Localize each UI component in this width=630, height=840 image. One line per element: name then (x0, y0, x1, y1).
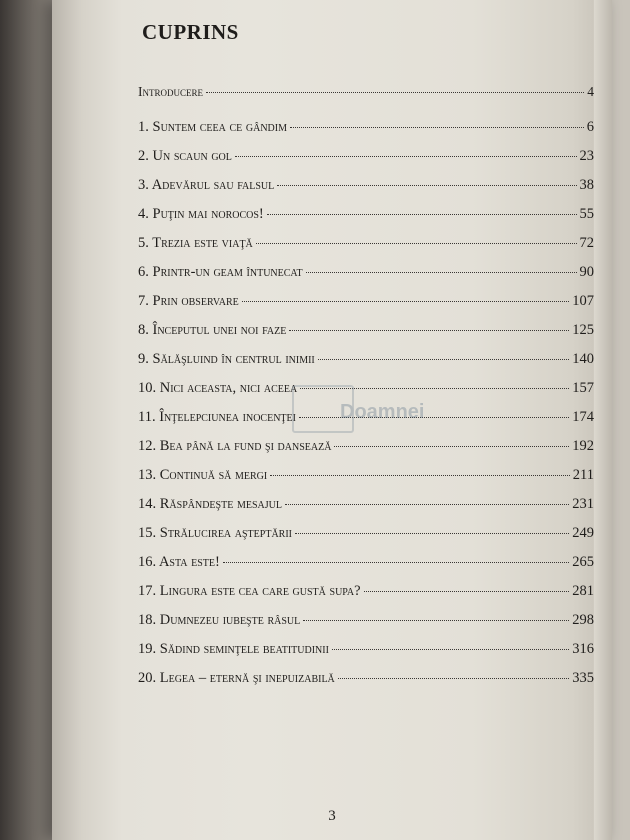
dot-leader (256, 243, 577, 244)
toc-entry-label: 20. Legea – eternă şi inepuizabilă (138, 670, 335, 686)
toc-entry (138, 293, 594, 322)
toc-entry (138, 496, 594, 525)
toc-entry (138, 119, 594, 148)
toc-entry (138, 409, 594, 438)
toc-entry (138, 554, 594, 583)
toc-entry-page: 298 (572, 612, 594, 628)
dot-leader (290, 127, 584, 128)
toc-title: CUPRINS (142, 20, 239, 44)
toc-entry (138, 525, 594, 554)
toc-entry (138, 177, 594, 206)
book-page (52, 0, 612, 840)
toc-entry-label: 7. Prin observare (138, 293, 239, 309)
toc-entry-page: 140 (572, 351, 594, 367)
toc-entry-page: 125 (572, 322, 594, 338)
toc-entry-label: 10. Nici aceasta, nici aceea (138, 380, 298, 396)
dot-leader (364, 591, 570, 592)
toc-entry (138, 351, 594, 380)
toc-entry-page: 107 (572, 293, 594, 309)
toc-entry (138, 380, 594, 409)
toc-entry (138, 235, 594, 264)
toc-entry-label: 1. Suntem ceea ce gândim (138, 119, 287, 135)
toc-entry-page: 192 (572, 438, 594, 454)
toc-entry-label: 6. Printr-un geam întunecat (138, 264, 303, 280)
toc-entry (138, 612, 594, 641)
toc-entry (138, 583, 594, 612)
toc-entry-label: 9. Sălăşluind în centrul inimii (138, 351, 315, 367)
toc-entry-page: 90 (579, 264, 594, 280)
dot-leader (332, 649, 569, 650)
dot-leader (334, 446, 569, 447)
dot-leader (299, 417, 569, 418)
toc-entry-label: 12. Bea până la fund şi dansează (138, 438, 332, 454)
toc-entry (138, 467, 594, 496)
dot-leader (206, 92, 584, 93)
dot-leader (295, 533, 569, 534)
toc-list (138, 84, 594, 699)
toc-entry-label: 16. Asta este! (138, 554, 220, 570)
toc-entry-label: 2. Un scaun gol (138, 148, 232, 164)
toc-entry-page: 265 (572, 554, 594, 570)
toc-entry (138, 438, 594, 467)
dot-leader (285, 504, 569, 505)
toc-entry-page: 72 (579, 235, 594, 251)
watermark-text: Doamnei (340, 401, 425, 423)
toc-entry-label: 15. Strălucirea aşteptării (138, 525, 292, 541)
toc-entry (138, 322, 594, 351)
toc-entry-page: 4 (587, 84, 594, 99)
toc-entry-page: 38 (579, 177, 594, 193)
toc-entry-label: 13. Continuă să mergi (138, 467, 268, 483)
dot-leader (303, 620, 569, 621)
toc-entry-label: 14. Răspândeşte mesajul (138, 496, 282, 512)
toc-entry-label: 5. Trezia este viaţă (138, 235, 253, 251)
toc-entry-label: 18. Dumnezeu iubeşte râsul (138, 612, 301, 628)
toc-entry-label: 11. Înţelepciunea inocenţei (138, 409, 296, 425)
toc-entry-label: 19. Sădind seminţele beatitudinii (138, 641, 329, 657)
toc-entry (138, 84, 594, 119)
toc-entry-label: 8. Începutul unei noi faze (138, 322, 287, 338)
dot-leader (277, 185, 576, 186)
toc-entry-page: 157 (572, 380, 594, 396)
page-edge (593, 0, 612, 840)
toc-entry-page: 335 (572, 670, 594, 686)
dot-leader (306, 272, 577, 273)
dot-leader (318, 359, 570, 360)
dot-leader (242, 301, 569, 302)
toc-entry-page: 174 (572, 409, 594, 425)
toc-entry-page: 281 (572, 583, 594, 599)
toc-entry-page: 231 (572, 496, 594, 512)
toc-entry (138, 148, 594, 177)
toc-entry-page: 211 (572, 467, 594, 483)
toc-entry-label: 4. Puţin mai norocos! (138, 206, 264, 222)
toc-entry-label: 3. Adevărul sau falsul (138, 177, 275, 193)
toc-entry-label: Introducere (138, 84, 203, 99)
dot-leader (223, 562, 569, 563)
page-number: 3 (328, 808, 336, 824)
toc-entry (138, 670, 594, 699)
toc-entry (138, 264, 594, 293)
dot-leader (338, 678, 569, 679)
toc-entry (138, 206, 594, 235)
dot-leader (300, 388, 569, 389)
dot-leader (289, 330, 569, 331)
dot-leader (267, 214, 577, 215)
dot-leader (235, 156, 577, 157)
toc-entry-label: 17. Lingura este cea care gustă supa? (138, 583, 361, 599)
toc-entry-page: 23 (579, 148, 594, 164)
toc-entry-page: 55 (579, 206, 594, 222)
dot-leader (270, 475, 570, 476)
toc-entry-page: 6 (586, 119, 594, 135)
toc-entry-page: 316 (572, 641, 594, 657)
toc-entry-page: 249 (572, 525, 594, 541)
toc-entry (138, 641, 594, 670)
